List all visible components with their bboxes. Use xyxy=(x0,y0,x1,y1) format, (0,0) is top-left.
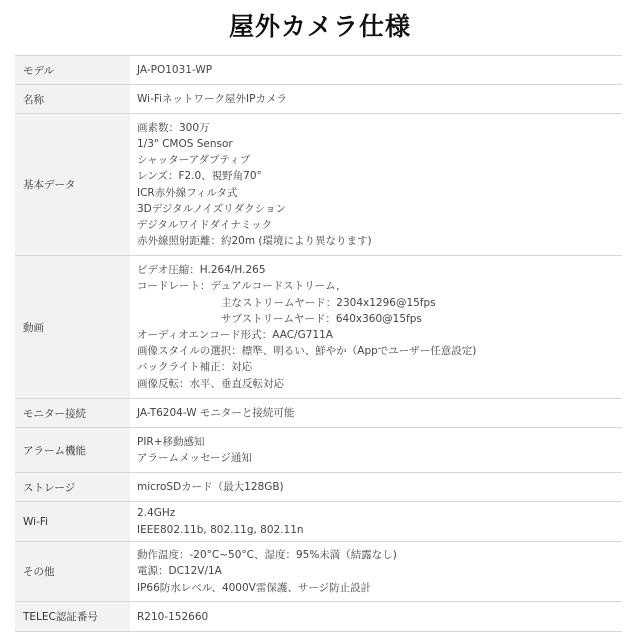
row-label: 名称 xyxy=(15,85,130,114)
spec-row-telec xyxy=(15,602,622,632)
value-line: 赤外線照射距離：約20m (環境により異なります) xyxy=(137,235,372,248)
value-line: R210-152660 xyxy=(137,610,209,623)
row-label: モデル xyxy=(15,56,130,85)
value-line: PIR+移動感知 xyxy=(137,435,205,448)
value-line: IEEE802.11b, 802.11g, 802.11n xyxy=(137,523,304,536)
value-line: JA-T6204-W モニターと接続可能 xyxy=(137,407,295,419)
value-line: 1/3" CMOS Sensor xyxy=(137,137,233,150)
row-value xyxy=(130,542,622,602)
row-value xyxy=(130,85,622,114)
spec-row-storage xyxy=(15,473,622,502)
spec-row-other xyxy=(15,542,622,602)
row-label: その他 xyxy=(15,542,130,602)
value-line: 画像スタイルの選択：標準、明るい、鮮やか（Appでユーザー任意設定) xyxy=(137,345,477,358)
row-value xyxy=(130,502,622,542)
value-line: コードレート：デュアルコードストリーム， xyxy=(137,280,347,293)
value-line: IP66防水レベル、4000V雷保護、サージ防止設計 xyxy=(137,581,372,594)
value-line: ビデオ圧縮：H.264/H.265 xyxy=(137,264,266,277)
row-label: 動画 xyxy=(15,256,130,399)
value-line: 2.4GHz xyxy=(137,507,176,520)
value-line: Wi-Fiネットワーク屋外IPカメラ xyxy=(137,93,287,105)
spec-row-basic-data xyxy=(15,114,622,256)
row-label: Wi-Fi xyxy=(15,502,130,542)
spec-table xyxy=(15,55,622,632)
row-value xyxy=(130,256,622,399)
row-value xyxy=(130,114,622,256)
row-value xyxy=(130,56,622,85)
value-line: ICR赤外線フィルタ式 xyxy=(137,186,238,199)
row-value xyxy=(130,399,622,428)
row-label: TELEC認証番号 xyxy=(15,602,130,632)
value-line: アラームメッセージ通知 xyxy=(137,452,252,464)
row-value xyxy=(130,602,622,632)
spec-row-model xyxy=(15,56,622,85)
value-line: 画素数：300万 xyxy=(137,121,210,134)
value-line: オーディオエンコード形式：AAC/G711A xyxy=(137,329,333,341)
spec-row-alarm xyxy=(15,428,622,473)
value-line: 電源：DC12V/1A xyxy=(137,565,222,578)
spec-row-wifi xyxy=(15,502,622,542)
spec-row-name xyxy=(15,85,622,114)
row-label: ストレージ xyxy=(15,473,130,502)
row-value xyxy=(130,473,622,502)
value-line: microSDカード（最大128GB) xyxy=(137,481,284,493)
value-line: バックライト補正：対応 xyxy=(137,361,253,374)
row-label: モニター接続 xyxy=(15,399,130,428)
spec-row-monitor xyxy=(15,399,622,428)
value-line: レンズ：F2.0、視野角70° xyxy=(137,170,262,183)
value-line: 3Dデジタルノイズリダクション xyxy=(137,202,286,215)
row-value xyxy=(130,428,622,473)
value-line: 画像反転：水平、垂直反転対応 xyxy=(137,377,284,390)
value-line: 動作温度：-20°C~50°C、湿度：95%未満（結露なし) xyxy=(137,549,397,562)
row-label: 基本データ xyxy=(15,114,130,256)
row-label: アラーム機能 xyxy=(15,428,130,473)
value-line: サブストリームヤード：640x360@15fps xyxy=(221,312,422,325)
value-line: デジタルワイドダイナミック xyxy=(137,218,273,231)
value-line: JA-PO1031-WP xyxy=(137,64,213,76)
page-title: 屋外カメラ仕様 xyxy=(228,12,411,41)
value-line: 主なストリームヤード：2304x1296@15fps xyxy=(221,296,436,309)
spec-row-video xyxy=(15,256,622,399)
value-line: シャッターアダプティブ xyxy=(137,154,251,167)
